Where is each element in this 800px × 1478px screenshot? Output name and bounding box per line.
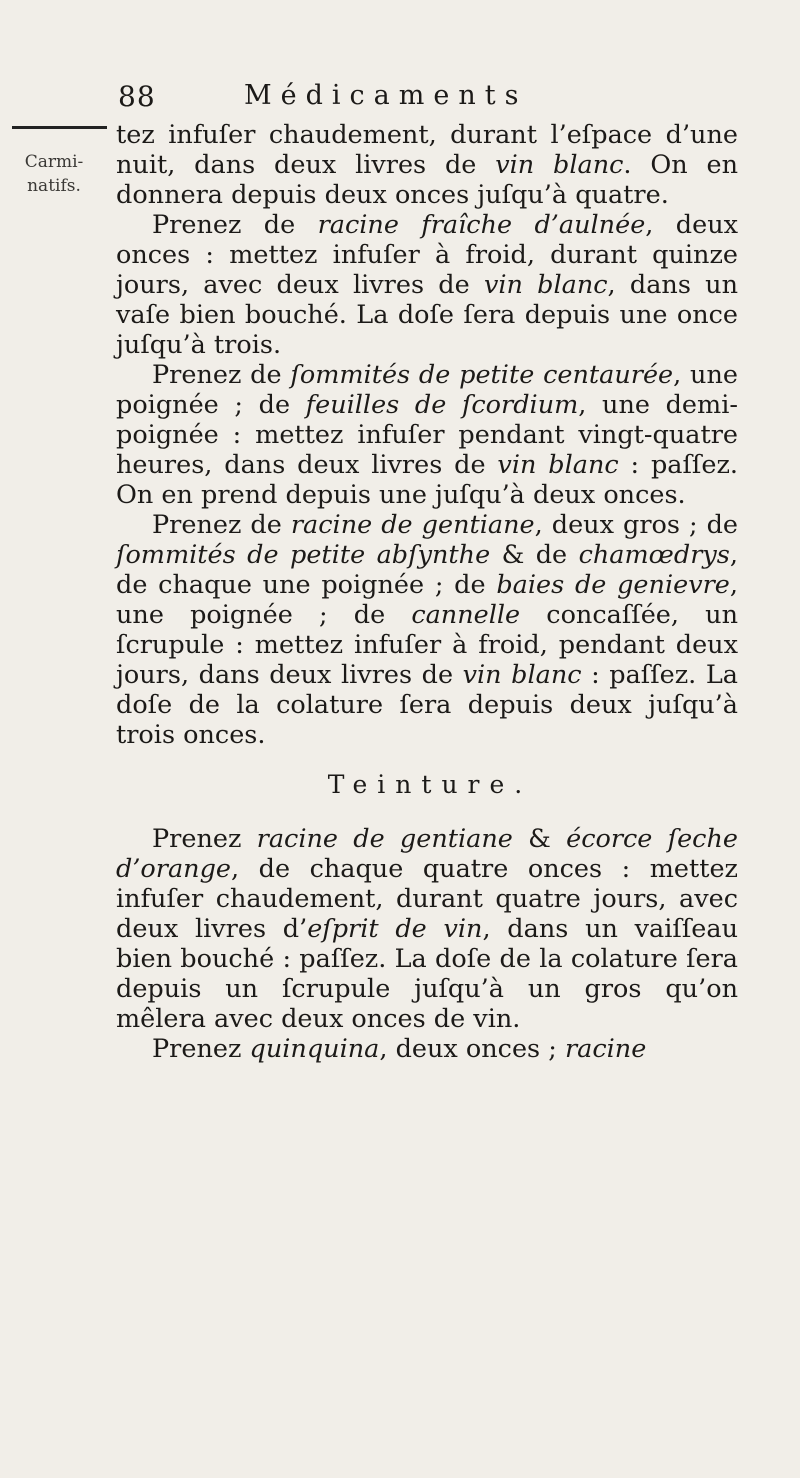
paragraphs-before bbox=[116, 120, 738, 750]
italic-term: ſommités de petite centaurée bbox=[290, 360, 674, 390]
text-run: , deux gros ; de bbox=[534, 510, 738, 540]
margin-rule bbox=[12, 126, 107, 129]
paragraph bbox=[116, 120, 738, 210]
italic-term: racine de gentiane bbox=[290, 510, 535, 540]
margin-note-text: Carmi- natifs. bbox=[24, 152, 84, 196]
running-head bbox=[118, 74, 738, 120]
italic-term: racine fraîche d’aulnée bbox=[317, 210, 646, 240]
paragraphs-after bbox=[116, 824, 738, 1064]
text-run: , de chaque quatre onces : mettez infuſer chaudement, durant quatre jours, avec deux livres d’ bbox=[116, 854, 738, 944]
text-run: Prenez de bbox=[152, 510, 291, 540]
text-run: , deux onces : mettez infuſer à froid, durant quinze jours, avec deux livres de bbox=[116, 210, 739, 300]
text-block bbox=[116, 120, 738, 1064]
text-run: Prenez bbox=[152, 824, 257, 854]
text-run: , deux onces ; bbox=[379, 1034, 565, 1064]
text-run: , dans un vaſe bien bouché. La doſe ſera depuis une once juſqu’à trois. bbox=[116, 270, 738, 360]
text-run: , une poignée ; de bbox=[116, 360, 738, 420]
text-run: Prenez bbox=[152, 1034, 250, 1064]
italic-term: feuilles de ſcordium bbox=[305, 390, 579, 420]
paragraph bbox=[116, 510, 738, 750]
text-run: concaſſée, un ſcrupule : mettez infuſer à froid, pendant deux jours, dans deux livres de bbox=[116, 600, 738, 690]
italic-term: cannelle bbox=[411, 600, 521, 630]
text-run: , une poignée ; de bbox=[116, 570, 738, 630]
italic-term: vin blanc bbox=[497, 450, 619, 480]
italic-term: quinquina bbox=[249, 1034, 380, 1064]
paragraph bbox=[116, 1034, 738, 1064]
italic-term: ſommités de petite abſynthe bbox=[116, 540, 491, 570]
text-run: Prenez de bbox=[152, 360, 291, 390]
italic-term: vin blanc bbox=[495, 150, 624, 180]
margin-note bbox=[8, 150, 100, 198]
paragraph bbox=[116, 360, 738, 510]
text-run: tez infuſer chaudement, durant l’eſpace d’une nuit, dans deux livres de bbox=[116, 120, 738, 180]
italic-term: racine de gentiane bbox=[256, 824, 513, 854]
italic-term: racine bbox=[564, 1034, 647, 1064]
italic-term: eſprit de vin bbox=[307, 914, 483, 944]
text-run: : paſſez. On en prend depuis une juſqu’à deux onces. bbox=[116, 450, 738, 510]
running-title: Médicaments bbox=[244, 80, 528, 111]
paragraph bbox=[116, 210, 738, 360]
text-run: , une demi-poignée : mettez infuſer pendant vingt-quatre heures, dans deux livres de bbox=[116, 390, 738, 480]
text-run: & de bbox=[490, 540, 579, 570]
text-run: , de chaque une poignée ; de bbox=[116, 540, 738, 600]
text-run: , dans un vaiſſeau bien bouché : paſſez. La doſe de la colature ſera depuis un ſcrupule juſqu’à un gros qu’on mêlera avec deux onces de vin. bbox=[116, 914, 738, 1034]
text-run: . On en donnera depuis deux onces juſqu’à quatre. bbox=[116, 150, 738, 210]
italic-term: chamœdrys bbox=[578, 540, 730, 570]
paragraph bbox=[116, 824, 738, 1034]
page-number: 88 bbox=[118, 80, 156, 113]
italic-term: baies de genievre bbox=[496, 570, 730, 600]
text-run: & bbox=[512, 824, 567, 854]
italic-term: vin blanc bbox=[483, 270, 608, 300]
italic-term: vin blanc bbox=[462, 660, 582, 690]
italic-term: écorce ſeche d’orange bbox=[116, 824, 738, 884]
text-run: Prenez de bbox=[152, 210, 318, 240]
section-title: Teinture. bbox=[327, 770, 533, 799]
text-run: : paſſez. La doſe de la colature ſera depuis deux juſqu’à trois onces. bbox=[116, 660, 738, 750]
